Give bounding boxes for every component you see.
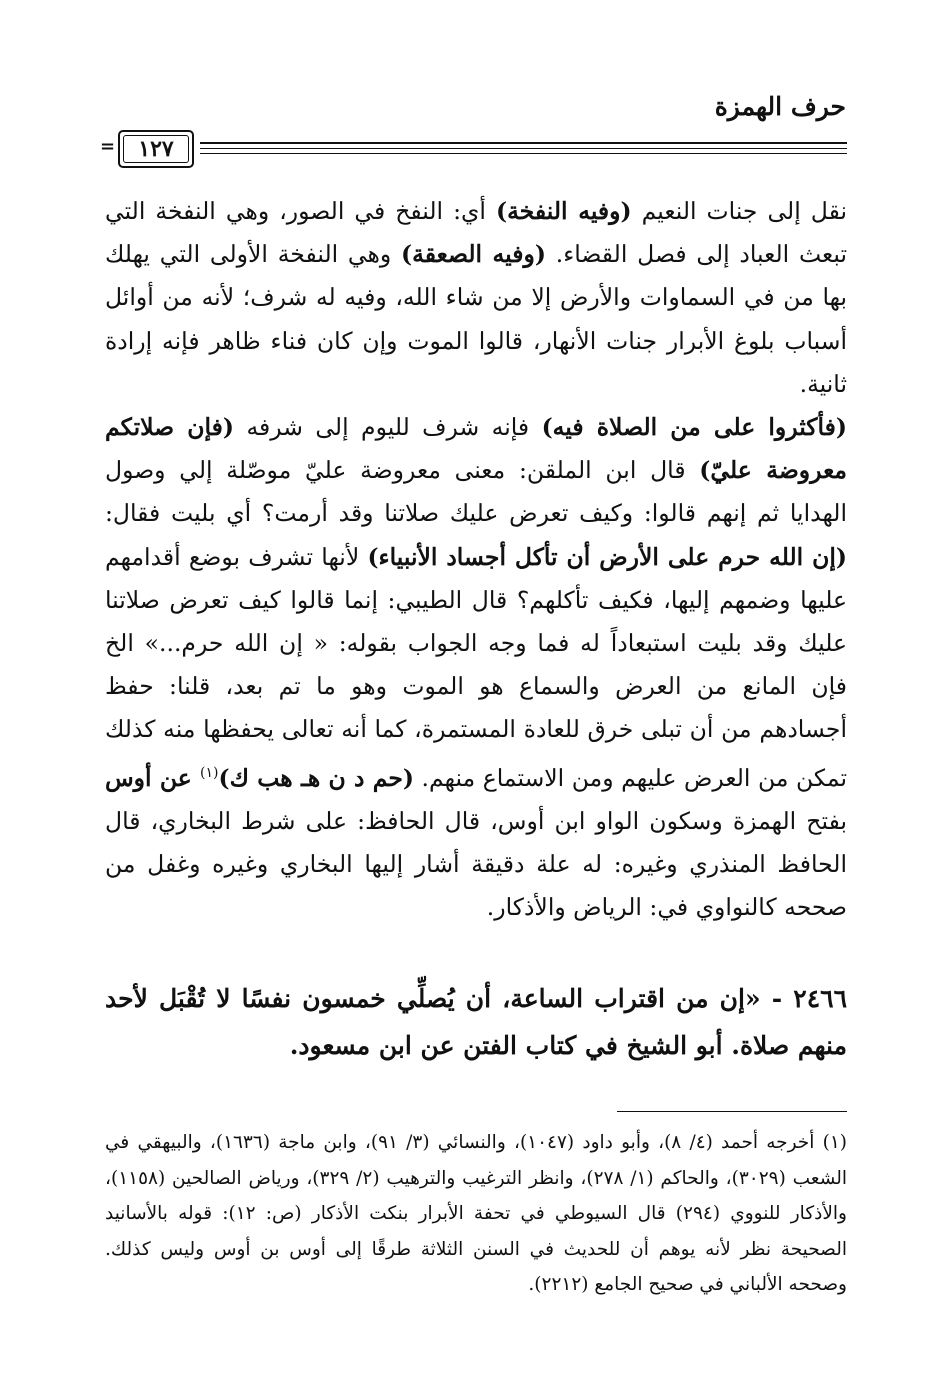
paragraph-1: [105, 190, 847, 406]
rule-end-ornament: =: [100, 136, 116, 157]
text-run: نقل إلى جنات النعيم: [631, 197, 847, 225]
hadith-text: ٢٤٦٦ - «إن من اقتراب الساعة، أن يُصلِّي خمسون نفسًا لا تُقْبَل لأحد منهم صلاة. أبو الشيخ في كتاب الفتن عن ابن مسعود.: [105, 984, 847, 1060]
quoted-phrase: (وفيه الصعقة): [401, 240, 546, 269]
source-codes: (حم د ن هـ هب ك): [218, 763, 414, 792]
page-header-title: حرف الهمزة: [714, 92, 846, 121]
footnote-marker: (١): [200, 764, 219, 781]
footnotes: [105, 1125, 847, 1303]
page-number-box: [118, 130, 194, 168]
hadith-2466: [105, 975, 847, 1069]
paragraph-2: [105, 406, 847, 929]
page-number: ١٢٧: [123, 135, 189, 163]
header-rule: [100, 128, 847, 174]
text-run: قال ابن الملقن: معنى معروضة عليّ موصّلة إلي وصول الهدايا ثم إنهم قالوا: وكيف تعرض عليك صلاتنا وقد أرمت؟ أي بليت فقال:: [105, 456, 847, 528]
text-run: فإنه شرف لليوم إلى شرفه: [234, 413, 542, 442]
quoted-phrase: (إن الله حرم على الأرض أن تأكل أجساد الأنبياء): [367, 542, 847, 571]
quoted-phrase: (فأكثروا على من الصلاة فيه): [541, 413, 848, 442]
text-run: وهي النفخة الأولى التي يهلك بها من في السماوات والأرض إلا من شاء الله، وفيه له شرف؛ لأنه من أوائل أسباب بلوغ الأبرار جنات الأنهار، قالوا الموت وإن كان فناء ظاهر فإنه إرادة ثانية.: [105, 240, 847, 398]
rule-line-top: [200, 142, 847, 144]
narrator-name: عن أوس: [105, 763, 200, 792]
quoted-phrase: (وفيه النفخة): [495, 197, 632, 225]
footnote-separator: [617, 1111, 847, 1112]
commentary-body: [105, 190, 847, 929]
quoted-phrase: (فإن صلاتكم معروضة عليّ): [105, 413, 848, 485]
rule-line-middle: [200, 148, 847, 149]
footnote-1: (١) أخرجه أحمد (٤/ ٨)، وأبو داود (١٠٤٧)، والنسائي (٣/ ٩١)، وابن ماجة (١٦٣٦)، والبيهقي في الشعب (٣٠٢٩)، والحاكم (١/ ٢٧٨)، وانظر الترغيب والترهيب (٢/ ٣٢٩)، ورياض الصالحين (١١٥٨)، والأذكار للنووي (٢٩٤) قال السيوطي في تحفة الأبرار بنكت الأذكار (ص: ١٢): قوله بالأسانيد الصحيحة نظر لأنه يوهم أن للحديث في السنن الثلاثة طرقًا إلى أوس بن أوس وليس كذلك. وصححه الألباني في صحيح الجامع (٢٢١٢).: [105, 1132, 847, 1295]
rule-line-bottom: [200, 153, 847, 154]
text-run: لأنها تشرف بوضع أقدامهم عليها وضمهم إليها، فكيف تأكلهم؟ قال الطيبي: إنما قالوا كيف تعرض صلاتنا عليك وقد بليت استبعاداً له فما وجه الجواب بقوله: « إن الله حرم...» الخ فإن المانع من العرض والسماع هو الموت وهو ما تم بعد، قلنا: حفظ أجسادهم من أن تبلى خرق للعادة المستمرة، كما أنه تعالى يحفظها منه كذلك تمكن من العرض عليهم ومن الاستماع منهم.: [105, 542, 847, 792]
text-run: بفتح الهمزة وسكون الواو ابن أوس، قال الحافظ: على شرط البخاري، قال الحافظ المنذري وغيره: له علة دقيقة أشار إليها البخاري وغيره وغفل من صححه كالنواوي في: الرياض والأذكار.: [105, 806, 847, 922]
text-run: أي: النفخ في الصور، وهي النفخة التي تبعث العباد إلى فصل القضاء.: [105, 197, 847, 269]
